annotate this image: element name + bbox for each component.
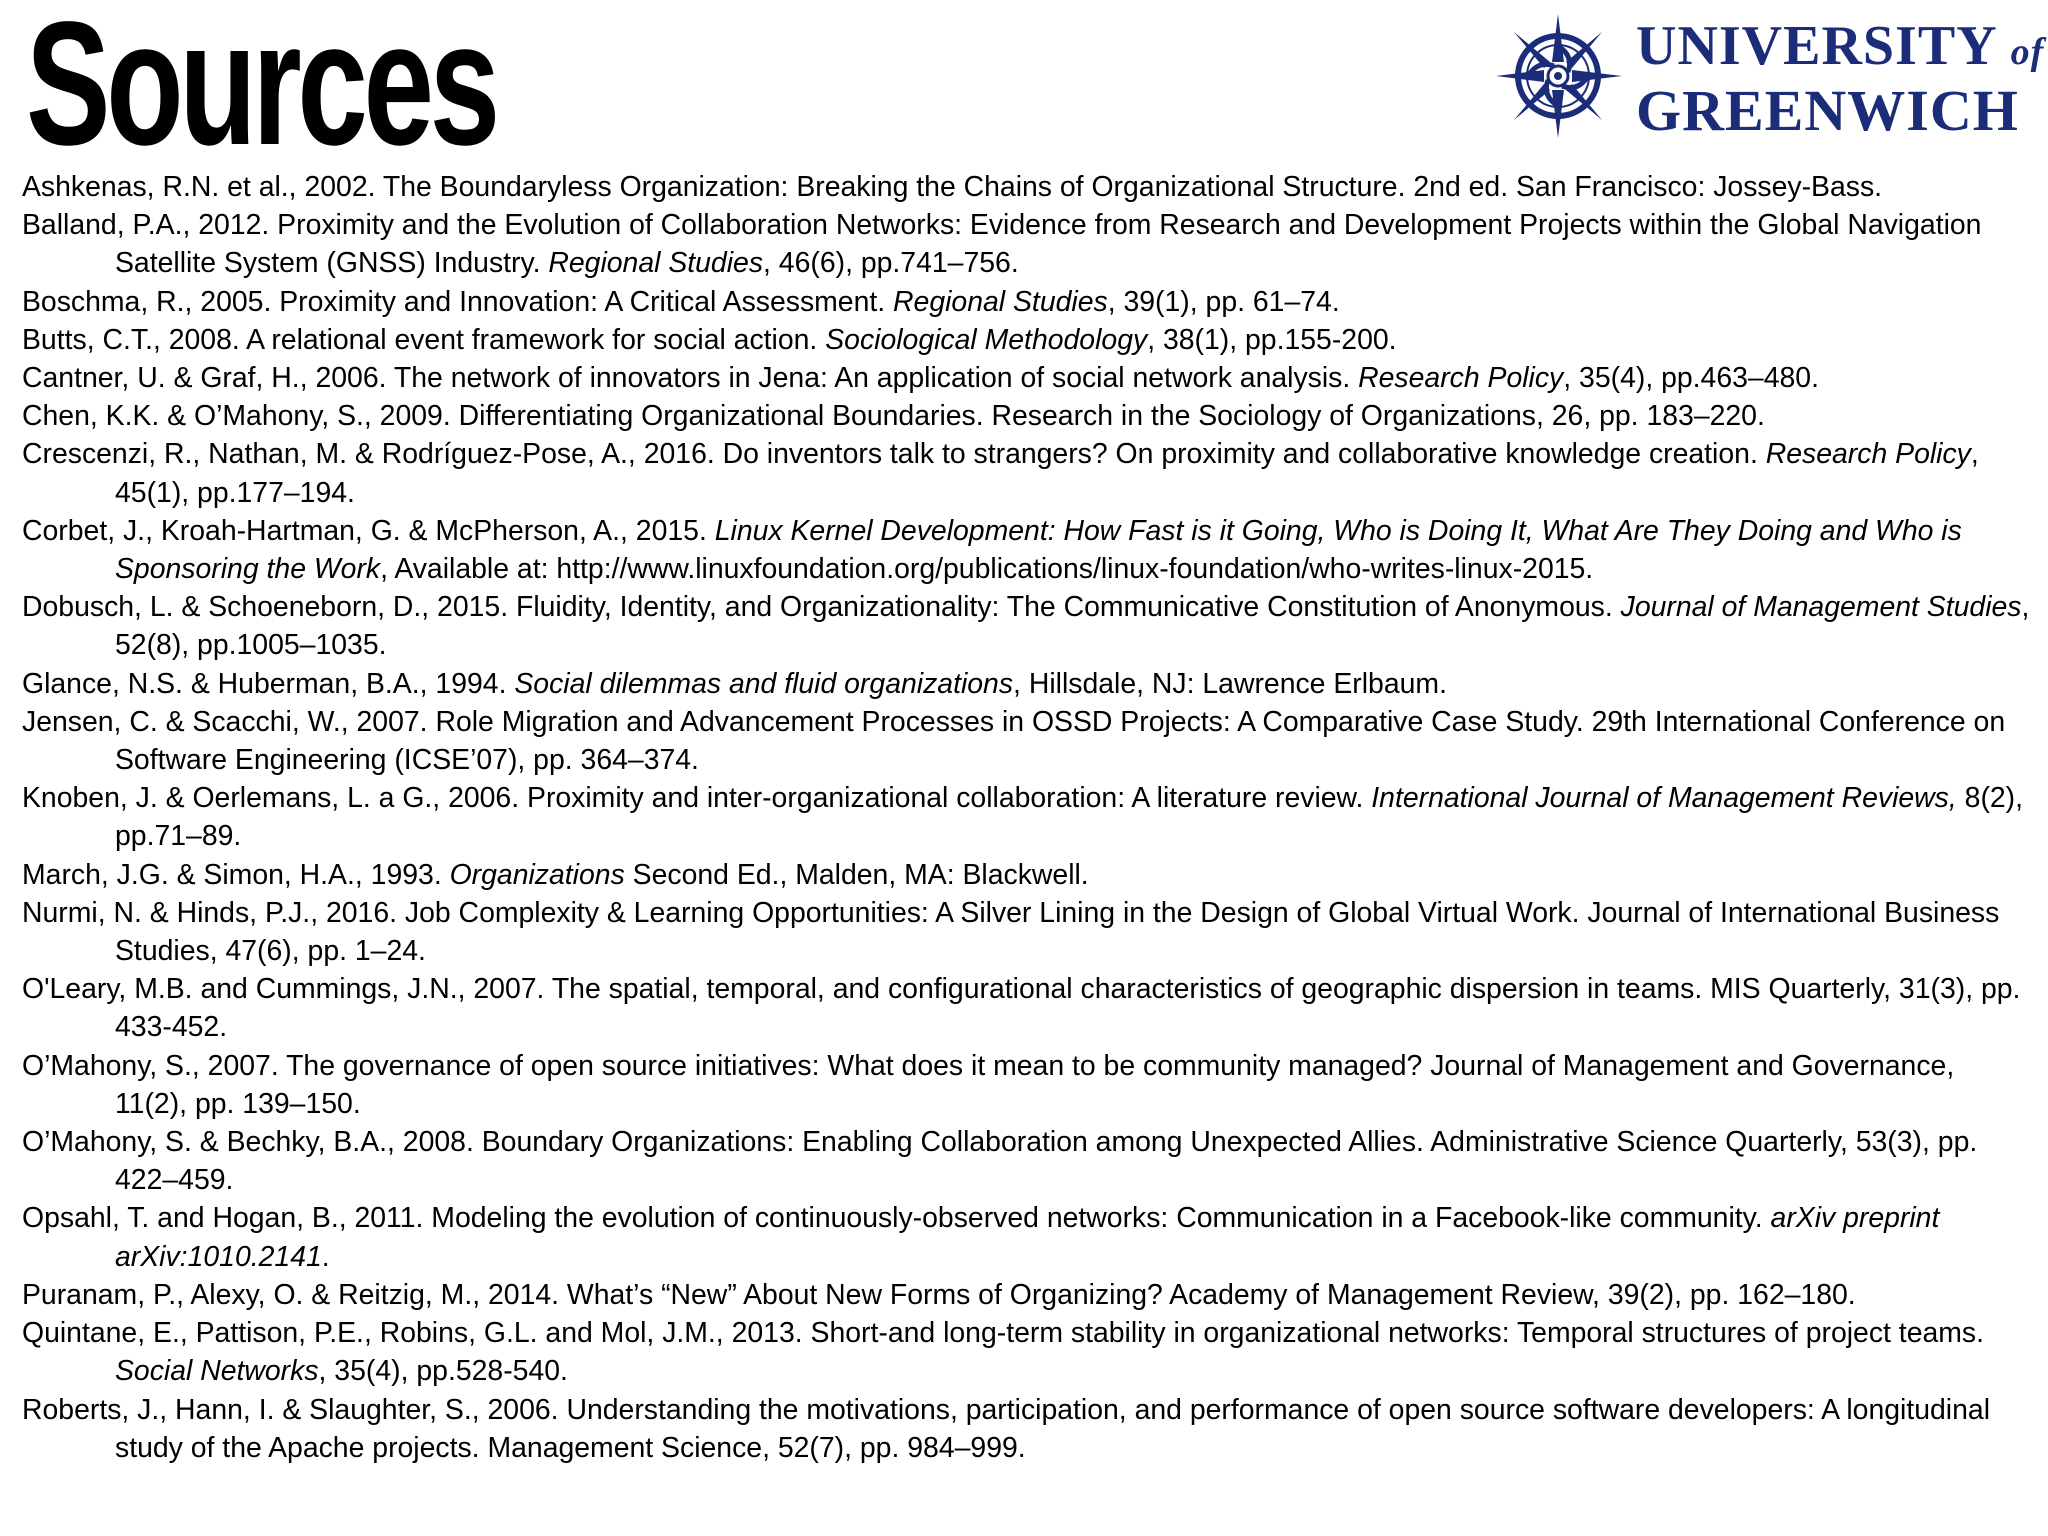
reference-list (22, 168, 2034, 1467)
reference-item (22, 1123, 2034, 1199)
reference-details: , 45(1), pp.177–194. (115, 438, 1979, 509)
university-wordmark (1636, 15, 2045, 143)
reference-source: Sociological Methodology (825, 323, 1148, 356)
reference-source: Regional Studies (548, 247, 764, 280)
reference-item (22, 206, 2034, 282)
wordmark-university: UNIVERSITY (1636, 15, 1996, 77)
reference-item (22, 321, 2034, 359)
reference-source: Social dilemmas and fluid organizations (514, 667, 1014, 700)
reference-details: 8(2), pp.71–89. (115, 782, 2024, 853)
reference-text: Knoben, J. & Oerlemans, L. a G., 2006. Proximity and inter-organizational collaboration: A literature review. (22, 782, 1372, 815)
reference-details: , 38(1), pp.155-200. (1147, 323, 1397, 356)
reference-item (22, 1391, 2034, 1467)
reference-source: Journal of Management Studies (1620, 591, 2022, 624)
reference-item (22, 1314, 2034, 1390)
reference-source: Regional Studies (893, 285, 1108, 318)
reference-details: , 52(8), pp.1005–1035. (115, 591, 2030, 662)
reference-text: Puranam, P., Alexy, O. & Reitzig, M., 2014. What’s “New” About New Forms of Organizing? Academy of Management Review, 39(2), pp. 162–180. (22, 1278, 1856, 1311)
reference-item (22, 435, 2034, 511)
reference-item (22, 703, 2034, 779)
reference-item (22, 359, 2034, 397)
reference-source: Organizations (449, 858, 625, 891)
reference-source: International Journal of Management Reviews, (1371, 782, 1957, 815)
reference-text: O’Mahony, S., 2007. The governance of open source initiatives: What does it mean to be community managed? Journal of Management and Governance, 11(2), pp. 139–150. (22, 1049, 1955, 1120)
reference-details: , 35(4), pp.463–480. (1563, 362, 1819, 395)
wordmark-greenwich: GREENWICH (1636, 78, 2019, 143)
reference-details: , Hillsdale, NJ: Lawrence Erlbaum. (1013, 667, 1447, 700)
reference-text: Boschma, R., 2005. Proximity and Innovation: A Critical Assessment. (22, 285, 894, 318)
reference-text: Nurmi, N. & Hinds, P.J., 2016. Job Complexity & Learning Opportunities: A Silver Lining in the Design of Global Virtual Work. Journal of International Business Studies, 47(6), pp. 1–24. (22, 896, 2000, 968)
reference-item (22, 588, 2034, 664)
reference-item (22, 1276, 2034, 1314)
compass-rose-icon (1496, 12, 1626, 140)
reference-source: Linux Kernel Development: How Fast is it Going, Who is Doing It, What Are They Doing and Who is Sponsoring the Work (115, 514, 1962, 586)
reference-text: O'Leary, M.B. and Cummings, J.N., 2007. The spatial, temporal, and configurational characteristics of geographic dispersion in teams. MIS Quarterly, 31(3), pp. 433-452. (22, 973, 2021, 1044)
reference-text: Dobusch, L. & Schoeneborn, D., 2015. Fluidity, Identity, and Organizationality: The Communicative Constitution of Anonymous. (22, 591, 1621, 624)
reference-text: Crescenzi, R., Nathan, M. & Rodríguez-Pose, A., 2016. Do inventors talk to strangers? On proximity and collaborative knowledge creation. (22, 438, 1766, 471)
page-title: Sources (26, 0, 496, 182)
reference-text: Corbet, J., Kroah-Hartman, G. & McPherson, A., 2015. (22, 514, 715, 547)
reference-item (22, 1047, 2034, 1123)
reference-item (22, 894, 2034, 970)
reference-text: Butts, C.T., 2008. A relational event framework for social action. (22, 323, 826, 356)
reference-item (22, 1199, 2034, 1275)
reference-text: Balland, P.A., 2012. Proximity and the Evolution of Collaboration Networks: Evidence from Research and Development Projects within the Global Navigation Satellite System (GNSS) Industry. (22, 209, 1982, 280)
reference-source: arXiv preprint arXiv:1010.2141 (115, 1202, 1940, 1273)
reference-item (22, 512, 2034, 588)
reference-item (22, 397, 2034, 435)
reference-details: , Available at: http://www.linuxfoundation.org/publications/linux-foundation/who-writes-linux-2015. (380, 553, 1594, 586)
reference-text: Jensen, C. & Scacchi, W., 2007. Role Migration and Advancement Processes in OSSD Projects: A Comparative Case Study. 29th International Conference on Software Engineering (ICSE’07), pp. 364–374. (22, 705, 2006, 777)
reference-item (22, 779, 2034, 855)
reference-item (22, 168, 2034, 206)
reference-text: Chen, K.K. & O’Mahony, S., 2009. Differentiating Organizational Boundaries. Research in the Sociology of Organizations, 26, pp. 183–220. (22, 400, 1765, 433)
reference-text: O’Mahony, S. & Bechky, B.A., 2008. Boundary Organizations: Enabling Collaboration among Unexpected Allies. Administrative Science Quarterly, 53(3), pp. 422–459. (22, 1126, 1978, 1197)
reference-item (22, 856, 2034, 894)
reference-text: Cantner, U. & Graf, H., 2006. The network of innovators in Jena: An application of social network analysis. (22, 362, 1359, 395)
reference-details: , 46(6), pp.741–756. (763, 247, 1019, 280)
university-logo (1496, 12, 2045, 143)
reference-source: Social Networks (115, 1355, 319, 1388)
reference-text: Glance, N.S. & Huberman, B.A., 1994. (22, 667, 515, 700)
reference-source: Research Policy (1765, 438, 1971, 471)
wordmark-line-1 (1636, 15, 2045, 80)
reference-text: Opsahl, T. and Hogan, B., 2011. Modeling the evolution of continuously-observed networks: Communication in a Facebook-like community. (22, 1202, 1771, 1235)
reference-item (22, 283, 2034, 321)
wordmark-of: of (2010, 31, 2045, 73)
reference-details: . (321, 1240, 330, 1273)
reference-item (22, 970, 2034, 1046)
reference-details: Second Ed., Malden, MA: Blackwell. (624, 858, 1089, 891)
reference-details: , 39(1), pp. 61–74. (1107, 285, 1340, 318)
reference-item (22, 665, 2034, 703)
reference-text: Quintane, E., Pattison, P.E., Robins, G.L. and Mol, J.M., 2013. Short-and long-term stability in organizational networks: Temporal structures of project teams. (22, 1317, 1985, 1350)
reference-details: , 35(4), pp.528-540. (318, 1355, 568, 1388)
reference-text: Roberts, J., Hann, I. & Slaughter, S., 2006. Understanding the motivations, participation, and performance of open source software developers: A longitudinal study of the Apache projects. Management Science, 52(7), pp. 984–999. (22, 1393, 1991, 1464)
reference-source: Research Policy (1358, 362, 1564, 395)
reference-text: March, J.G. & Simon, H.A., 1993. (22, 858, 450, 891)
reference-text: Ashkenas, R.N. et al., 2002. The Boundaryless Organization: Breaking the Chains of Organizational Structure. 2nd ed. San Francisco: Jossey-Bass. (22, 171, 1883, 203)
